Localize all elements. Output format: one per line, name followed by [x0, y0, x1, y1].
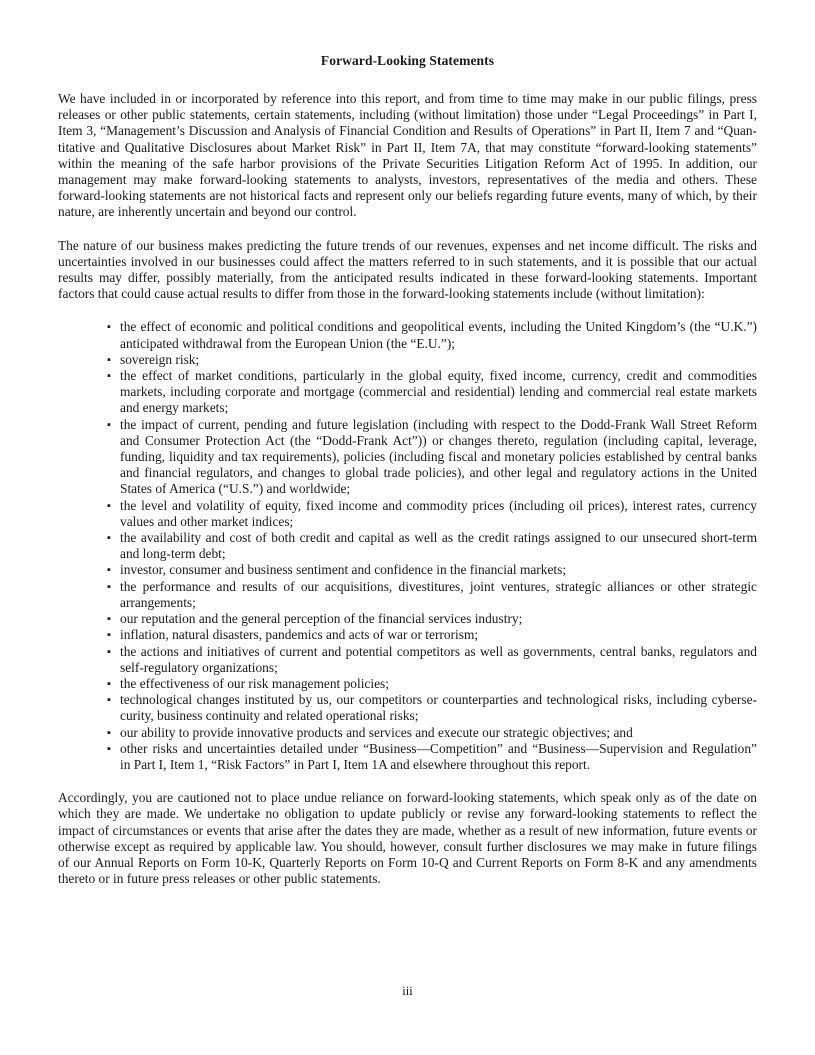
- bullet-square-icon: ▪: [107, 353, 111, 366]
- text-line: nature, are inherently uncertain and beyond our control.: [58, 204, 357, 220]
- bullet-square-icon: ▪: [107, 499, 111, 512]
- list-item-inflation-disasters: [58, 627, 757, 643]
- page-number-footer: iii: [402, 984, 413, 998]
- bullet-square-icon: ▪: [107, 321, 111, 334]
- list-item-innovative-products: [58, 725, 757, 741]
- bullet-square-icon: ▪: [107, 726, 111, 739]
- list-item-sovereign-risk: [58, 352, 757, 368]
- text-line: of our Annual Reports on Form 10-K, Quarterly Reports on Form 10-Q and Current Reports on Form 8-K and any amendments: [58, 854, 757, 870]
- bullet-square-icon: ▪: [107, 645, 111, 658]
- text-line: Item 3, “Management’s Discussion and Analysis of Financial Condition and Results of Operations” in Part II, Item 7 and “Quan-: [58, 123, 757, 139]
- list-item-credit-capital-availability: [58, 530, 757, 562]
- text-line: other risks and uncertainties detailed under “Business—Competition” and “Business—Supervision and Regulation”: [120, 740, 757, 756]
- text-line: and long-term debt;: [120, 546, 226, 562]
- text-line: the actions and initiatives of current and potential competitors as well as governments, central banks, regulators and: [120, 643, 757, 659]
- text-line: inflation, natural disasters, pandemics and acts of war or terrorism;: [120, 627, 479, 643]
- text-line: The nature of our business makes predicting the future trends of our revenues, expenses and net income difficult. The risks and: [58, 237, 757, 253]
- text-line: and financial regulators, and changes to global trade policies), and other legal and regulatory actions in the United: [120, 465, 757, 481]
- text-line: the effect of economic and political conditions and geopolitical events, including the United Kingdom’s (the “U.K.”): [120, 319, 757, 335]
- text-line: forward-looking statements are not historical facts and represent only our beliefs regarding future events, many of which, by their: [58, 188, 757, 204]
- bullet-square-icon: ▪: [107, 694, 111, 707]
- bullet-square-icon: ▪: [107, 742, 111, 755]
- list-item-acquisitions-performance: [58, 579, 757, 611]
- list-item-volatility-prices: [58, 498, 757, 530]
- text-line: and Consumer Protection Act (the “Dodd-Frank Act”)) or changes thereto, regulation (including capital, leverage,: [120, 432, 757, 448]
- paragraph-accordingly: [58, 790, 757, 887]
- list-item-technological-changes: [58, 692, 757, 724]
- text-line: results may differ, possibly materially, from the anticipated results indicated in these forward-looking statements. Important: [58, 270, 757, 286]
- text-line: which they are made. We undertake no obligation to update publicly or revise any forward-looking statements to reflect the: [58, 806, 757, 822]
- text-line: States of America (“U.S.”) and worldwide;: [120, 481, 351, 497]
- list-item-other-risks: [58, 741, 757, 773]
- bullet-square-icon: ▪: [107, 418, 111, 431]
- bullet-square-icon: ▪: [107, 613, 111, 626]
- list-item-investor-sentiment: [58, 562, 757, 578]
- risk-factors-list: [58, 319, 757, 773]
- bullet-square-icon: ▪: [107, 580, 111, 593]
- text-line: otherwise except as required by applicable law. You should, however, consult further disclosures we may make in future filings: [58, 838, 757, 854]
- text-line: anticipated withdrawal from the European Union (the “E.U.”);: [120, 335, 456, 351]
- text-line: thereto or in future press releases or other public statements.: [58, 871, 381, 887]
- text-line: titative and Qualitative Disclosures about Market Risk” in Part II, Item 7A, that may constitute “forward-looking statements”: [58, 139, 757, 155]
- text-line: and energy markets;: [120, 400, 229, 416]
- text-line: in Part I, Item 1, “Risk Factors” in Part I, Item 1A and elsewhere throughout this report.: [120, 756, 591, 772]
- text-line: We have included in or incorporated by reference into this report, and from time to time may make in our public filings, press: [58, 91, 757, 106]
- paragraph-intro: [58, 91, 757, 221]
- intro-paragraphs: [58, 91, 757, 302]
- list-item-risk-management-effectiveness: [58, 676, 757, 692]
- text-line: management may make forward-looking statements to analysts, investors, representatives of the media and others. These: [58, 172, 757, 188]
- list-item-competitors-actions: [58, 644, 757, 676]
- text-line: sovereign risk;: [120, 351, 200, 367]
- text-line: Accordingly, you are cautioned not to place undue reliance on forward-looking statements, which speak only as of the date on: [58, 790, 757, 806]
- bullet-square-icon: ▪: [107, 677, 111, 690]
- text-line: investor, consumer and business sentiment and confidence in the financial markets;: [120, 562, 567, 578]
- text-line: self-regulatory organizations;: [120, 659, 278, 675]
- list-item-economic-political-conditions: [58, 319, 757, 351]
- text-line: markets, including corporate and mortgage (commercial and residential) lending and commercial real estate markets: [120, 384, 757, 400]
- text-line: arrangements;: [120, 594, 196, 610]
- text-line: values and other market indices;: [120, 513, 294, 529]
- text-line: the effect of market conditions, particularly in the global equity, fixed income, currency, credit and commodities: [120, 368, 757, 384]
- document-body: [58, 52, 757, 904]
- text-line: curity, business continuity and related operational risks;: [120, 708, 419, 724]
- list-item-legislation-dodd-frank: [58, 417, 757, 498]
- text-line: the effectiveness of our risk management policies;: [120, 675, 389, 691]
- text-line: within the meaning of the safe harbor provisions of the Private Securities Litigation Reform Act of 1995. In addition, our: [58, 155, 757, 171]
- text-line: our ability to provide innovative products and services and execute our strategic objectives; and: [120, 724, 633, 740]
- text-line: the level and volatility of equity, fixed income and commodity prices (including oil prices), interest rates, currency: [120, 497, 757, 513]
- bullet-square-icon: ▪: [107, 629, 111, 642]
- text-line: impact of circumstances or events that arise after the dates they are made, whether as a result of new information, future events or: [58, 822, 757, 838]
- text-line: the availability and cost of both credit and capital as well as the credit ratings assigned to our unsecured short-term: [120, 530, 757, 546]
- bullet-square-icon: ▪: [107, 370, 111, 383]
- bullet-square-icon: ▪: [107, 564, 111, 577]
- text-line: our reputation and the general perception of the financial services industry;: [120, 611, 523, 627]
- closing-paragraph: [58, 790, 757, 887]
- text-line: uncertainties involved in our businesses could affect the matters referred to in such statements, and it is possible that our actual: [58, 253, 757, 269]
- page-title: Forward-Looking Statements: [320, 53, 495, 68]
- text-line: technological changes instituted by us, our competitors or counterparties and technological risks, including cyberse-: [120, 692, 757, 708]
- text-line: releases or other public statements, certain statements, including (without limitation) those under “Legal Proceedings” in Part I,: [58, 107, 757, 123]
- text-line: the performance and results of our acquisitions, divestitures, joint ventures, strategic alliances or other strategic: [120, 578, 757, 594]
- text-line: the impact of current, pending and future legislation (including with respect to the Dodd-Frank Wall Street Reform: [120, 416, 757, 432]
- list-item-market-conditions: [58, 368, 757, 417]
- list-item-reputation: [58, 611, 757, 627]
- paragraph-nature-of-business: [58, 238, 757, 303]
- bullet-square-icon: ▪: [107, 532, 111, 545]
- text-line: funding, liquidity and tax requirements), policies (including fiscal and monetary policies established by central banks: [120, 449, 757, 465]
- text-line: factors that could cause actual results to differ from those in the forward-looking statements include (without limitation):: [58, 286, 705, 302]
